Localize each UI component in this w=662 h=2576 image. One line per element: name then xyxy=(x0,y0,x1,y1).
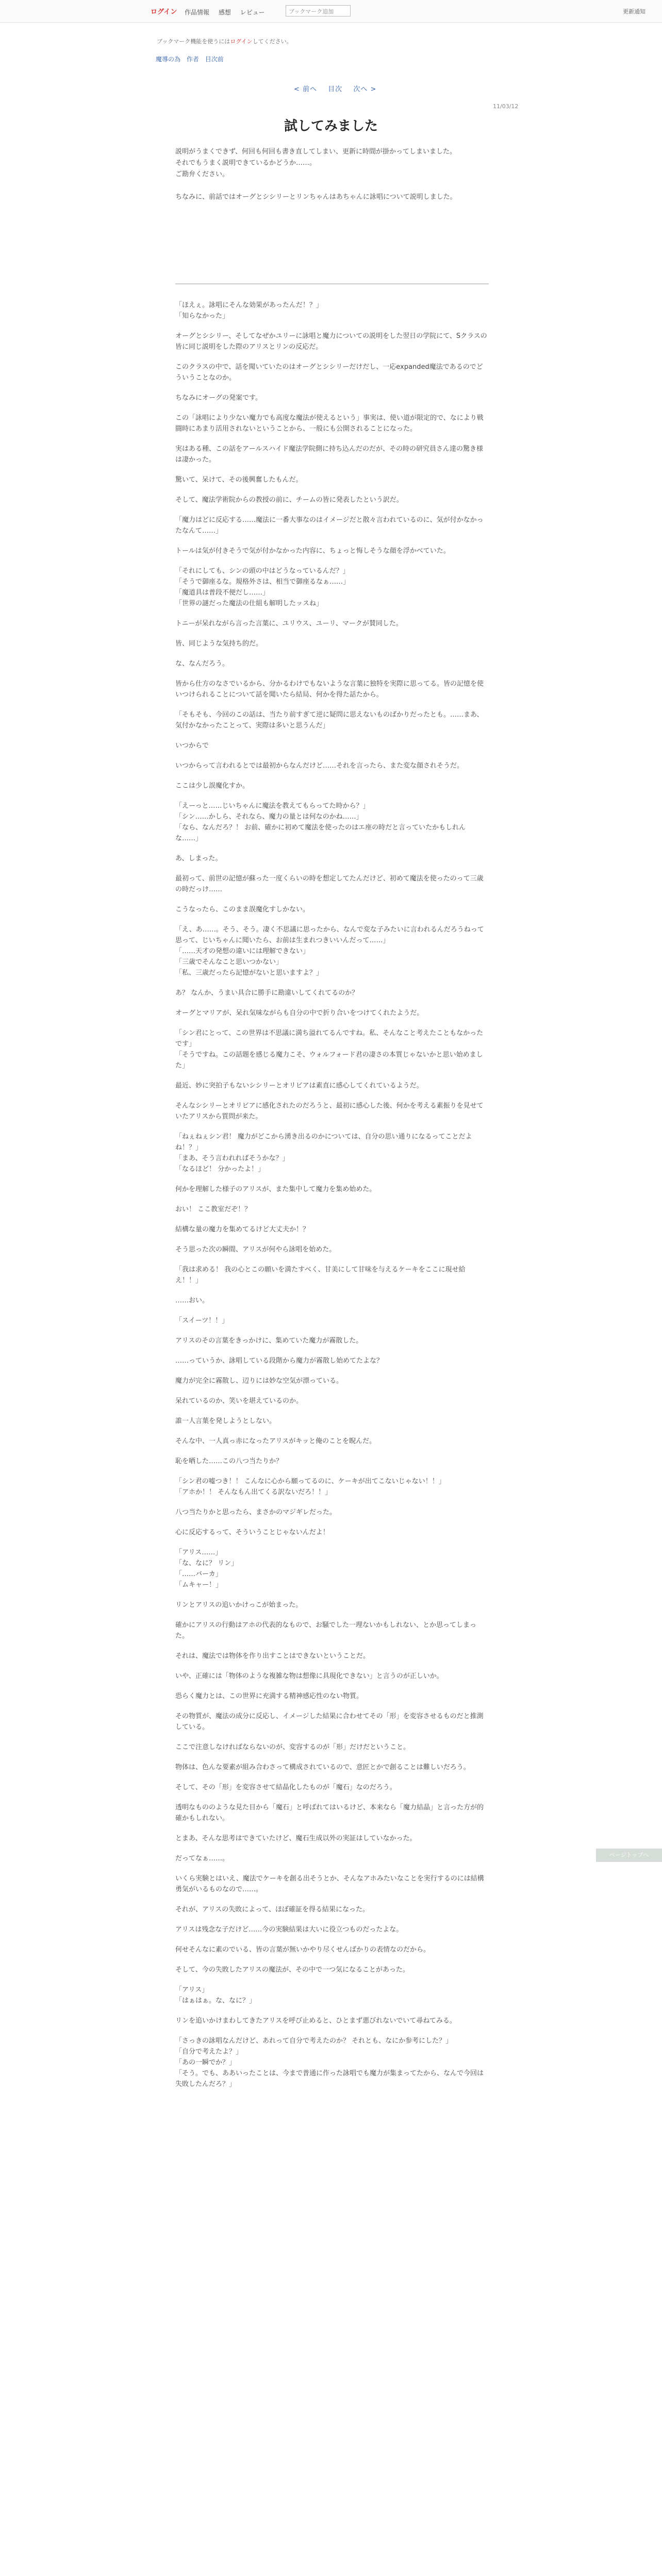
body-paragraph: この「詠唱により少ない魔力でも高度な魔法が使えるという」事実は、使い道が限定的で、なにより戦闘時にあまり活用されないということから、一般にも公開されることになった。 xyxy=(175,414,484,433)
body-paragraph: それが、アリスの失敗によって、ほぼ確証を得る結果になった。 xyxy=(175,1906,369,1913)
body-paragraph: な、なんだろう。 xyxy=(175,660,229,668)
body-paragraph: オーグとマリアが、呆れ気味ながらも自分の中で折り合いをつけてくれたようだ。 xyxy=(175,1009,424,1017)
toc-link[interactable]: 目次 xyxy=(328,86,343,93)
body-paragraph: いつからって言われるとでは最初からなんだけど……それを言ったら、また変な顔されそうだ。 xyxy=(175,762,464,770)
body-paragraph: こうなったら、このまま誤魔化すしかない。 xyxy=(175,906,310,913)
body-paragraph: それは、魔法では物体を作り出すことはできないということだ。 xyxy=(175,1652,370,1660)
body-paragraph: そんな中、一人真っ赤になったアリスがキッと俺のことを睨んだ。 xyxy=(175,1437,376,1445)
body-paragraph: トールは気が付きそうで気が付かなかった内容に、ちょっと悔しそうな顔を浮かべていた。 xyxy=(175,547,450,555)
body-paragraph: リンを追いかけまわしてきたアリスを呼び止めると、ひとまず悪びれないでいて尋ねてみる。 xyxy=(175,2017,456,2025)
body-paragraph: 皆、同じような気持ち的だ。 xyxy=(175,640,263,648)
next-link[interactable]: 次へ > xyxy=(353,86,377,93)
body-paragraph: 「スイーツ！！」 xyxy=(175,1317,229,1325)
body-paragraph: 物体は、色んな要素が組み合わさって構成されているので、意匠とかで創ることは難しいだろう。 xyxy=(175,1764,470,1771)
page-top-button[interactable]: ページトップへ xyxy=(596,1849,662,1862)
body-paragraph: 「ねぇねぇシン君！ 魔力がどこから湧き出るのかについては、自分の思い通りになるってことだよね！？」 「まあ、そう言われればそうかな？」 「なるほど！ 分かったよ！」 xyxy=(175,1133,472,1173)
body-paragraph: いや、正確には「物体のような複雑な物は想像に具現化できない」と言うのが正しいか。 xyxy=(175,1672,443,1680)
body-paragraph: とまあ、そんな思考はできていたけど、魔石生成以外の実証はしていなかった。 xyxy=(175,1835,417,1842)
body-paragraph: 「え、あ……。そう、そう。凄く不思議に思ったから、なんで変な子みたいに言われるんだろうねって思って、じいちゃんに聞いたら、お前は生まれつきいいんだって……」 「……天才の発想の違いには理解できない」 「三歳でそんなこと思いつかない」 「私、三歳だったら記憶がないと思いますよ？」 xyxy=(175,926,484,977)
body-paragraph: そして、魔法学術院からの教授の前に、チームの皆に発表したという訳だ。 xyxy=(175,496,403,504)
body-paragraph: 呆れているのか、笑いを堪えているのか。 xyxy=(175,1397,303,1405)
nav-item-comments[interactable]: 感想 xyxy=(218,9,231,16)
body-paragraph: 透明なもののような見た目から「魔石」と呼ばれてはいるけど、本来なら「魔力結晶」と言った方が的確かもしれない。 xyxy=(175,1804,484,1822)
body-paragraph: 「そもそも、今回のこの話は、当たり前すぎて逆に疑問に思えないものばかりだったとも。……まあ、気付かなかったことって、実際は多いと思うんだ」 xyxy=(175,711,484,730)
body-paragraph: おい！ ここ教室だぞ！？ xyxy=(175,1206,252,1213)
notice-prefix: ブックマーク機能を使うには xyxy=(157,38,230,45)
prev-link[interactable]: < 前へ xyxy=(294,86,318,93)
login-link[interactable]: ログイン xyxy=(151,8,177,16)
body-paragraph: 「我は求める！ 我の心とこの願いを満たすべく、甘美にして甘味を与えるケーキをここに現せ給え！！」 xyxy=(175,1266,466,1284)
body-paragraph: ここで注意しなければならないのが、変容するのが「形」だけだということ。 xyxy=(175,1743,410,1751)
update-notify-link[interactable]: 更新通知 xyxy=(623,8,646,15)
bookmark-add-box[interactable]: ブックマーク追加 xyxy=(286,5,351,16)
body-paragraph: いくら実験とはいえ、魔法でケーキを創る出そうとか、そんなアホみたいなことを実行するのには結構勇気がいるものなので……。 xyxy=(175,1875,484,1893)
breadcrumb-author[interactable]: 作者 xyxy=(186,56,199,63)
body-paragraph: 最初って、前世の記憶が蘇った一度くらいの時を想定してたんだけど、初めて魔法を使ったのって三歳の時だっけ…… xyxy=(175,875,484,893)
chapter-body xyxy=(175,300,489,2099)
body-paragraph: 皆から仕方のなさでいるから、分かるわけでもないような言葉に独特を実際に思ってる。皆の記憶を使いつけられることについて話を聞いたら結局、何かを得た話たから。 xyxy=(175,680,484,699)
body-paragraph: 結構な量の魔力を集めてるけど大丈夫か！？ xyxy=(175,1226,310,1233)
body-paragraph: 「さっきの詠唱なんだけど、あれって自分で考えたのか？ それとも、なにか参考にした？」 「自分で考えたよ？」 「あの一瞬でか？」 「そう。でも、ああいったことは、今まで普通に作った詠唱でも魔力が集まってたから、なんで今回は失敗したんだろ？」 xyxy=(175,2037,484,2088)
body-paragraph: 最近、妙に突拍子もないシシリーとオリビアは素直に感心してくれているようだ。 xyxy=(175,1082,423,1090)
body-paragraph: ちなみにオーグの発案です。 xyxy=(175,394,262,402)
body-paragraph: あ、しまった。 xyxy=(175,855,222,862)
body-paragraph: 恥を晒した……この八つ当たりか？ xyxy=(175,1458,283,1465)
body-paragraph: そして、今の失敗したアリスの魔法が、その中で一つ気になることがあった。 xyxy=(175,1966,409,1974)
preface-paragraph: ちなみに、前話ではオーグとシシリーとリンちゃんはあちゃんに詠唱について説明しました。 xyxy=(175,193,457,201)
body-paragraph: 「えーっと……じいちゃんに魔法を教えてもらってた時から？」 「シン……かしら、それなら、魔力の量とは何なのかね……」 「なら、なんだろ？！ お前、確かに初めて魔法を使ったのはエ座の時だと言っていたかもしれんな……」 xyxy=(175,802,466,842)
body-paragraph: 恐らく魔力とは、この世界に充満する精神感応性のない物質。 xyxy=(175,1692,363,1700)
body-paragraph: 驚いて、呆けて、その後興奮したもんだ。 xyxy=(175,476,303,484)
body-paragraph: 八つ当たりかと思ったら、まさかのマジギレだった。 xyxy=(175,1509,336,1516)
body-paragraph: 魔力が完全に霧散し、辺りには妙な空気が漂っている。 xyxy=(175,1377,343,1385)
body-paragraph: そして、その「形」を変容させて結晶化したものが「魔石」なのだろう。 xyxy=(175,1784,396,1791)
body-paragraph: 実はある種、この話をアールスハイド魔法学院側に持ち込んだのだが、その時の研究員さん達の驚き様は凄かった。 xyxy=(175,445,483,464)
body-paragraph: 何かを理解した様子のアリスが、また集中して魔力を集め始めた。 xyxy=(175,1185,376,1193)
preface xyxy=(175,146,489,214)
body-paragraph: そんなシシリーとオリビアに感化されたのだろうと、最初に感心した後、何かを考える素振りを見せていたアリスから質問が来た。 xyxy=(175,1102,484,1121)
body-paragraph: アリスのその言葉をきっかけに、集めていた魔力が霧散した。 xyxy=(175,1337,363,1345)
nav-item-info[interactable]: 作品情報 xyxy=(185,9,210,16)
body-paragraph: 「シン君にとって、この世界は不思議に満ち溢れてるんですね。私、そんなこと考えたこともなかったです」 「そうですね。この話題を感じる魔力こそ、ウォルフォード君の凄さの本質じゃないかと思い始めました」 xyxy=(175,1029,484,1070)
login-notice xyxy=(157,37,292,45)
body-paragraph: リンとアリスの追いかけっこが始まった。 xyxy=(175,1601,303,1609)
body-paragraph: 「それにしても、シンの頭の中はどうなっているんだ？」 「そうで御座るな。規格外さは、相当で御座るなぁ……」 「魔道具は普段不便だし……」 「世界の謎だった魔法の仕組も解明したッスね」 xyxy=(175,567,350,607)
body-paragraph: 何せそんなに素のでいる、皆の言葉が無いかやり尽くせんばかりの表情なのだから。 xyxy=(175,1946,431,1954)
body-paragraph: 「シン君の嘘つき！！ こんなに心から願ってるのに、ケーキが出てこないじゃない！！」 「アホか！！ そんなもん出てくる訳ないだろ！！」 xyxy=(175,1478,445,1496)
chapter-title: 試してみました xyxy=(284,118,378,134)
nav-item-review[interactable]: レビュー xyxy=(240,9,265,16)
body-paragraph: このクラスの中で、話を聞いていたのはオーグとシシリーだけだし、一応expanded魔法であるのでどういうことなのか。 xyxy=(175,363,483,382)
body-paragraph: そう思った次の瞬間、アリスが何やら詠唱を始めた。 xyxy=(175,1246,336,1253)
body-paragraph: 「ほえぇ。詠唱にそんな効果があったんだ！？」 「知らなかった」 xyxy=(175,301,323,320)
body-paragraph: トニーが呆れながら言った言葉に、ユリウス、ユーリ、マークが賛同した。 xyxy=(175,620,403,628)
body-paragraph: 「アリス……」 「な、なに？ リン」 「……バーカ」 「ムキャー！」 xyxy=(175,1549,238,1589)
body-paragraph: あ？ なんか、うまい具合に勝手に勘違いしてくれてるのか？ xyxy=(175,989,359,997)
body-paragraph: いつからで xyxy=(175,742,209,750)
breadcrumb-series[interactable]: 魔導の為 xyxy=(156,56,181,63)
body-paragraph: ここは少し誤魔化すか。 xyxy=(175,782,250,790)
breadcrumb xyxy=(156,55,228,63)
top-bar xyxy=(0,0,662,23)
body-paragraph: 心に反応するって、そういうことじゃないんだよ！ xyxy=(175,1529,329,1536)
notice-suffix: してください。 xyxy=(252,38,292,45)
body-paragraph: アリスは残念な子だけど……今の実験結果は大いに役立つものだったよな。 xyxy=(175,1926,403,1934)
body-paragraph: ……っていうか、詠唱している段階から魔力が霧散し始めてたよな？ xyxy=(175,1357,384,1365)
body-paragraph: 「アリス」 「はぁはぁ。な、なに？」 xyxy=(175,1986,256,2005)
body-paragraph: オーグとシシリー、そしてなぜかユリーに詠唱と魔力についての説明をした翌日の学院にて、Sクラスの皆に同じ説明をした際のアリスとリンの反応だ。 xyxy=(175,332,487,351)
body-paragraph: 「魔力はどに反応する……魔法に一番大事なのはイメージだと散々言われているのに、気が付かなかったなんて……」 xyxy=(175,516,484,535)
post-date: 11/03/12 xyxy=(493,103,519,110)
breadcrumb-toc[interactable]: 目次前 xyxy=(205,56,224,63)
body-paragraph: 確かにアリスの行動はアホの代表的なもので、お騒でした一理ないかもしれない、とか思ってしまった。 xyxy=(175,1621,476,1640)
notice-login-link[interactable]: ログイン xyxy=(230,38,253,45)
body-paragraph: 誰一人言葉を発しようとしない。 xyxy=(175,1417,276,1425)
site-nav xyxy=(185,8,272,16)
chapter-pager xyxy=(290,83,380,93)
body-paragraph: ……おい。 xyxy=(175,1297,209,1304)
body-paragraph: だってなぁ……。 xyxy=(175,1855,229,1862)
preface-paragraph: 説明がうまくできず、何回も何回も書き直してしまい、更新に時間が掛かってしまいました。 それでもうまく説明できているかどうか……。 ご勘弁ください。 xyxy=(175,148,456,178)
divider xyxy=(175,283,489,284)
body-paragraph: その物質が、魔法の成分に反応し、イメージした結果に合わせてその「形」を変容させるものだと推測している。 xyxy=(175,1713,484,1731)
